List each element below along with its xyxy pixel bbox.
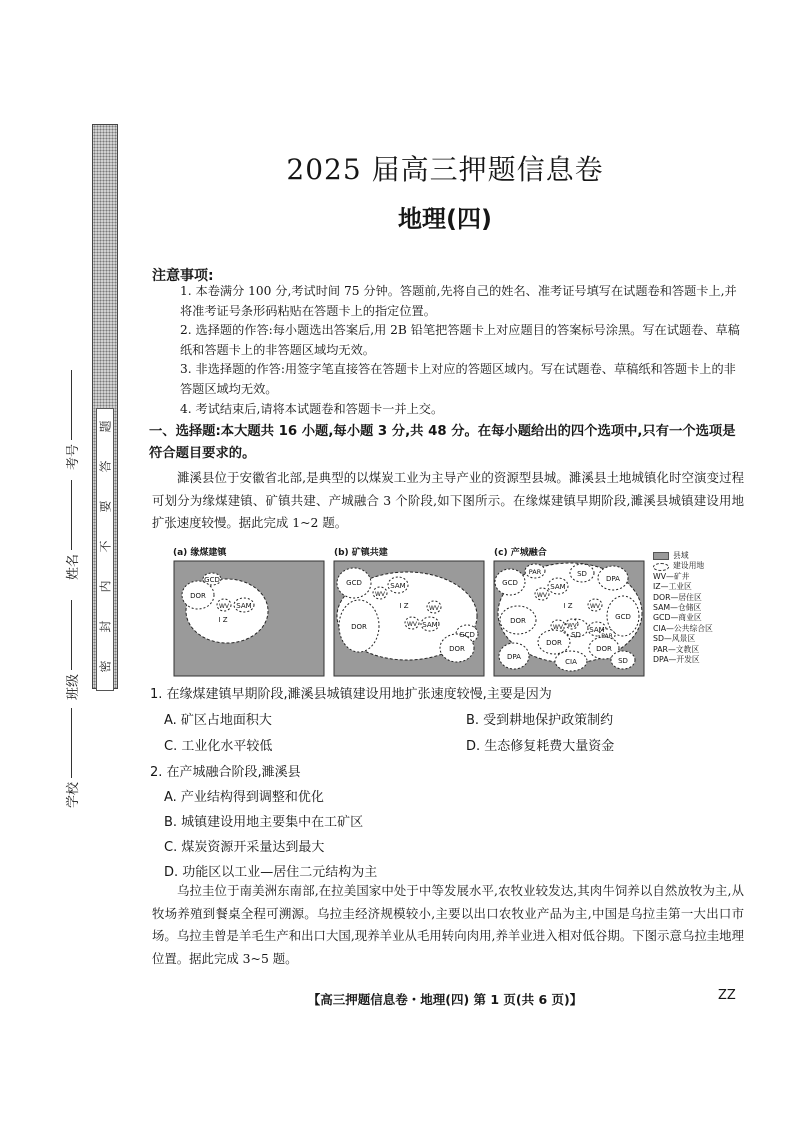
- legend-item: SAM—仓储区: [653, 603, 702, 613]
- exam-subtitle: 地理(四): [398, 205, 492, 233]
- exam-title: 2025 届高三押题信息卷: [286, 153, 604, 186]
- county-swatch: [653, 552, 669, 560]
- binding-char: 答: [98, 460, 113, 473]
- field-label: 学校: [66, 781, 81, 808]
- field-blank-line[interactable]: [71, 600, 72, 670]
- notice-item: 2. 选择题的作答:每小题选出答案后,用 2B 铅笔把答题卡上对应题目的答案标号涂黑。写在试题卷、草稿纸和答题卡上的非答题区域均无效。: [180, 323, 740, 357]
- zone-label: PAR: [601, 633, 613, 640]
- zone-label: WV: [406, 621, 418, 628]
- land-use-figure: [172, 558, 652, 680]
- passage-2: 乌拉圭位于南美洲东南部,在拉美国家中处于中等发展水平,农牧业较发达,其肉牛饲养以自然放牧为主,从牧场养殖到餐桌全程可溯源。乌拉圭经济规模较小,主要以出口农牧业产品为主,中国是乌拉圭第一大出口市场。乌拉圭曾是羊毛生产和出口大国,现养羊业从毛用转向肉用,养羊业进入相对低谷期。下图示意乌拉圭地理位置。据此完成 3~5 题。: [152, 883, 744, 966]
- legend-item: IZ—工业区: [653, 582, 692, 592]
- zone-label: SAM: [422, 621, 438, 629]
- zone-label: WV: [536, 592, 548, 599]
- zone-label: SAM: [390, 582, 406, 590]
- notice-item: 3. 非选择题的作答:用签字笔直接答在答题卡上对应的答题区域内。写在试题卷、草稿纸和答题卡上的非答题区域均无效。: [180, 362, 736, 396]
- zone-label: SAM: [550, 583, 566, 591]
- zone-label: WV: [567, 623, 577, 629]
- zone-label: WV: [374, 591, 386, 598]
- binding-char: 要: [98, 500, 113, 513]
- question-1-option-a[interactable]: A. 矿区占地面积大: [164, 713, 272, 728]
- field-blank-line[interactable]: [71, 708, 72, 778]
- field-label: 班级: [66, 673, 81, 700]
- zone-label: GCD: [502, 579, 518, 587]
- zone-label: SAM: [236, 602, 252, 610]
- question-1-option-d[interactable]: D. 生态修复耗费大量资金: [466, 739, 615, 754]
- panel-label: (b) 矿镇共建: [334, 548, 388, 558]
- section-heading: 一、选择题:本大题共 16 小题,每小题 3 分,共 48 分。在每小题给出的四个选项中,只有一个选项是符合题目要求的。: [149, 424, 736, 461]
- binding-char: 内: [98, 580, 113, 593]
- zone-label: WV: [589, 603, 601, 610]
- zone-label: GCD: [204, 576, 220, 584]
- figure-legend: [653, 551, 753, 665]
- binding-char: 密: [98, 660, 113, 673]
- page-footer: 【高三押题信息卷・地理(四) 第 1 页(共 6 页)】: [307, 992, 583, 1007]
- zone-label: DPA: [507, 653, 521, 661]
- zone-label: CIA: [565, 658, 577, 666]
- legend-item: DOR—居住区: [653, 592, 702, 602]
- legend-item: CIA—公共综合区: [653, 623, 713, 633]
- zone-label: GCD: [346, 579, 362, 587]
- passage-1: 濉溪县位于安徽省北部,是典型的以煤炭工业为主导产业的资源型县城。濉溪县土地城镇化时空演变过程可划分为缘煤建镇、矿镇共建、产城融合 3 个阶段,如下图所示。在缘煤建镇早期阶段,濉溪县城镇建设用地扩张速度较慢。据此完成 1~2 题。: [152, 470, 744, 531]
- notice-item: 4. 考试结束后,请将本试题卷和答题卡一并上交。: [180, 401, 444, 416]
- zone-label: I Z: [563, 602, 573, 610]
- legend-item: 县域: [653, 551, 753, 561]
- zone-label: DOR: [351, 623, 367, 631]
- panel-label: (a) 缘煤建镇: [173, 548, 227, 558]
- legend-item: GCD—商业区: [653, 613, 702, 623]
- notice-item: 1. 本卷满分 100 分,考试时间 75 分钟。答题前,先将自己的姓名、准考证号填写在试题卷和答题卡上,并将准考证号条形码粘贴在答题卡上的指定位置。: [180, 284, 737, 318]
- legend-item: WV—矿井: [653, 571, 690, 581]
- zone-label: DOR: [449, 645, 465, 653]
- binding-char: 不: [98, 540, 113, 553]
- field-school: [62, 708, 81, 808]
- zone-label: DPA: [606, 575, 620, 583]
- question-2-option-c[interactable]: C. 煤炭资源开采量达到最大: [164, 840, 325, 855]
- zone-label: WV: [218, 603, 230, 610]
- question-2-stem: 2. 在产城融合阶段,濉溪县: [150, 765, 301, 780]
- zone-label: SD: [577, 570, 587, 578]
- legend-item: PAR—文教区: [653, 644, 700, 654]
- zone-label: SD: [571, 631, 581, 639]
- notice-list: [180, 282, 745, 419]
- zone-label: WV: [428, 605, 440, 612]
- legend-item: DPA—开发区: [653, 655, 700, 665]
- field-blank-line[interactable]: [71, 370, 72, 440]
- question-1-stem: 1. 在缘煤建镇早期阶段,濉溪县城镇建设用地扩张速度较慢,主要是因为: [150, 687, 552, 702]
- footer-code: ZZ: [718, 988, 736, 1003]
- field-class: [62, 600, 81, 700]
- zone-label: PAR: [528, 568, 542, 576]
- field-name: [62, 480, 81, 580]
- field-label: 姓名: [66, 553, 81, 580]
- zone-label: GCD: [459, 631, 475, 639]
- question-2-option-d[interactable]: D. 功能区以工业—居住二元结构为主: [164, 865, 378, 880]
- zone-label: GCD: [615, 613, 631, 621]
- legend-item: 建设用地: [653, 561, 753, 571]
- legend-item: SD—风景区: [653, 634, 696, 644]
- panel-label: (c) 产城融合: [494, 548, 547, 558]
- binding-char: 题: [98, 420, 113, 433]
- field-label: 考号: [66, 443, 81, 470]
- zone-label: I Z: [218, 616, 228, 624]
- zone-label: I Z: [399, 602, 409, 610]
- notice-heading: 注意事项:: [152, 268, 214, 284]
- field-blank-line[interactable]: [71, 480, 72, 550]
- zone-label: DOR: [546, 639, 562, 647]
- built-up-swatch: [653, 563, 669, 571]
- question-2-option-a[interactable]: A. 产业结构得到调整和优化: [164, 790, 324, 805]
- zone-label: DOR: [190, 592, 206, 600]
- zone-label: DOR: [596, 645, 612, 653]
- question-1-option-b[interactable]: B. 受到耕地保护政策制约: [466, 713, 614, 728]
- binding-char: 封: [98, 620, 113, 633]
- question-2-option-b[interactable]: B. 城镇建设用地主要集中在工矿区: [164, 815, 364, 830]
- field-exam-number: [62, 370, 81, 470]
- zone-label: DOR: [510, 617, 526, 625]
- question-1-option-c[interactable]: C. 工业化水平较低: [164, 739, 273, 754]
- zone-label: SAM: [589, 626, 605, 634]
- zone-label: SD: [618, 657, 628, 665]
- zone-label: WV: [552, 624, 564, 631]
